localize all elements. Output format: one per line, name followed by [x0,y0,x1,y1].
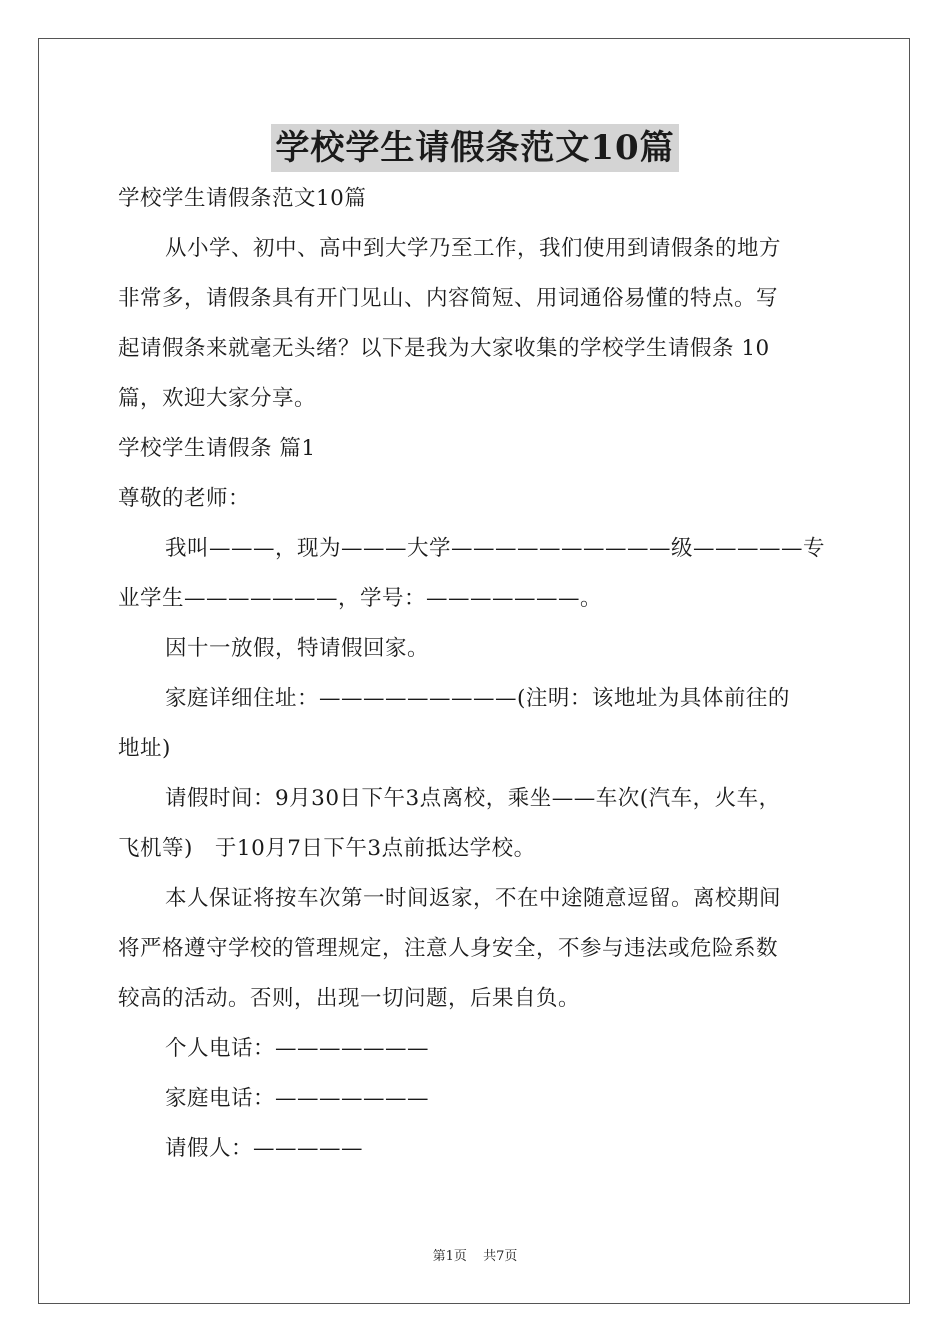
paragraph-line: 本人保证将按车次第一时间返家，不在中途随意逗留。离校期间 [165,886,782,911]
paragraph-line: 篇，欢迎大家分享。 [118,386,317,411]
paragraph-line: 请假时间：9月30日下午3点离校，乘坐——车次(汽车，火车， [165,786,781,811]
page-border [38,38,910,1304]
paragraph-line: 业学生———————，学号：———————。 [118,586,603,611]
paragraph-line: 将严格遵守学校的管理规定，注意人身安全，不参与违法或危险系数 [118,936,779,961]
document-title: 学校学生请假条范文10篇 [271,124,678,172]
applicant-line: 请假人：————— [165,1136,364,1161]
paragraph-line: 家庭详细住址：—————————(注明：该地址为具体前往的 [165,686,790,711]
page-number-total: 共7页 [483,1249,518,1264]
home-phone-line: 家庭电话：——————— [165,1086,430,1111]
page-number-current: 第1页 [432,1249,467,1264]
personal-phone-line: 个人电话：——————— [165,1036,430,1061]
salutation: 尊敬的老师： [118,486,251,511]
paragraph-line: 因十一放假，特请假回家。 [165,636,430,661]
page-footer [0,1245,950,1264]
title-container [0,124,950,172]
paragraph-line: 从小学、初中、高中到大学乃至工作，我们使用到请假条的地方 [165,236,782,261]
subtitle-line: 学校学生请假条范文10篇 [118,186,367,211]
paragraph-line: 非常多，请假条具有开门见山、内容简短、用词通俗易懂的特点。写 [118,286,779,311]
paragraph-line: 较高的活动。否则，出现一切问题，后果自负。 [118,986,581,1011]
paragraph-line: 地址) [118,736,171,761]
paragraph-line: 我叫———，现为———大学——————————级—————专 [165,536,826,561]
section-heading: 学校学生请假条 篇1 [118,436,316,461]
paragraph-line: 起请假条来就毫无头绪？以下是我为大家收集的学校学生请假条 10 [118,336,770,361]
paragraph-line: 飞机等) 于10月7日下午3点前抵达学校。 [118,836,536,861]
